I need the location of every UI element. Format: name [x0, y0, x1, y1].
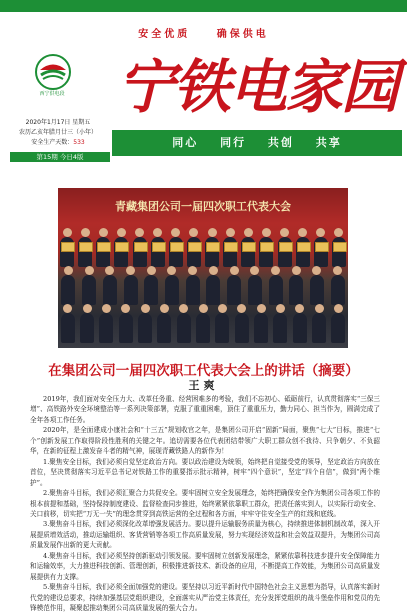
article-paragraph: 2020年，是全面建成小康社会和“十三五”规划收官之年，是集团公司开启“固新”局面，聚焦“七大”目标，推进“七个”创新发展工作取得阶段性胜利的关键之年。追切需要各位代表团结带领广大职工群众创不我待、只争朝夕、不负韶华，在新的征程上激发奋斗者的精气神，展现青藏铁路人的新作为！: [30, 426, 380, 456]
person-head: [85, 266, 94, 275]
person-body: [80, 313, 94, 343]
top-green-bar: [0, 0, 407, 12]
award-certificate: [315, 242, 329, 252]
person-head: [171, 228, 180, 237]
person-head: [298, 228, 307, 237]
award-certificate: [260, 242, 274, 252]
person-body: [157, 313, 171, 343]
person-body: [331, 275, 345, 305]
person-head: [179, 304, 188, 313]
award-certificate: [333, 242, 347, 252]
motto-2: 同行: [220, 136, 247, 149]
person-head: [237, 304, 246, 313]
person-body: [177, 313, 191, 343]
person-body: [293, 313, 307, 343]
person-head: [271, 266, 280, 275]
person-body: [235, 313, 249, 343]
safety-days: 533: [73, 139, 85, 146]
article-body: [30, 394, 380, 614]
person-head: [99, 228, 108, 237]
person-head: [257, 304, 266, 313]
person-head: [121, 304, 130, 313]
article-author: 王爽: [188, 379, 219, 392]
company-logo: [34, 53, 72, 91]
person-head: [295, 304, 304, 313]
person-head: [312, 266, 321, 275]
logo-caption: 西宁供电段: [39, 91, 65, 97]
person-head: [276, 304, 285, 313]
person-head: [262, 228, 271, 237]
person-head: [126, 266, 135, 275]
person-body: [215, 313, 229, 343]
person-head: [102, 304, 111, 313]
person-head: [141, 304, 150, 313]
masthead-title: 宁铁电家园: [116, 53, 397, 121]
slogan-left: 安全优质: [138, 29, 191, 40]
person-body: [138, 313, 152, 343]
person-head: [63, 228, 72, 237]
lunar-line: 农历乙亥年腊月廿三（小年）: [18, 129, 97, 136]
issue-badge: 第15期 今日4版: [10, 152, 110, 162]
person-head: [188, 266, 197, 275]
article-title: 在集团公司一届四次职工代表大会上的讲话（摘要）: [48, 363, 359, 379]
person-head: [63, 304, 72, 313]
person-body: [103, 275, 117, 305]
person-body: [82, 275, 96, 305]
person-head: [153, 228, 162, 237]
award-certificate: [115, 242, 129, 252]
article-paragraph: 2.聚焦奋斗目标，我们必须汇聚合力共促安全。要牢固树立安全发展理念，始终把确保安全作为集团公司各项工作的根本前提和基础，坚持保持制度建设、监督检查同步推进，始终紧紧依靠职工群众，把责任落实到人，以实际行动安全、关口前移，切实把“万无一失”的理念贯穿到高铁运营的全过程和各方面，牢牢守住安全生产的红线和底线。: [30, 489, 380, 518]
person-head: [334, 228, 343, 237]
person-head: [333, 266, 342, 275]
motto: [112, 130, 402, 156]
slogan-right: 确保供电: [216, 29, 269, 40]
person-body: [196, 313, 210, 343]
person-head: [105, 266, 114, 275]
award-certificate: [134, 242, 148, 252]
motto-1: 同心: [172, 136, 199, 149]
article-paragraph: 1.聚焦安全目标，我们必须自觉坚定政治方向。要以政治建设为统领，始终把自觉接受党的领导，坚定政治方向放在首位，坚决贯彻落实习近平总书记对铁路工作的重要指示批示精神，树牢“四个意识”，坚定“四个自信”，做到“两个维护”。: [30, 457, 380, 487]
photo-banner: 青藏集团公司一届四次职工代表大会: [115, 200, 291, 213]
person-body: [312, 313, 326, 343]
article-paragraph: 2019年，我们面对安全压力大、改革任务重、经营困难多的考验，我们不忘初心、砥砺前行，认真贯彻落实“三保三增”、高铁路外安全环境整治等一系列决策部署，克服了重重困难，顶住了重重压力，勤力同心、担当作为，圆满完成了全年各项工作任务。: [30, 395, 380, 424]
person-head: [135, 228, 144, 237]
person-body: [310, 275, 324, 305]
award-certificate: [297, 242, 311, 252]
person-body: [61, 313, 75, 343]
person-body: [144, 275, 158, 305]
award-certificate: [242, 242, 256, 252]
person-head: [160, 304, 169, 313]
motto-bar: [112, 130, 402, 156]
award-certificate: [279, 242, 293, 252]
person-head: [230, 266, 239, 275]
person-head: [315, 304, 324, 313]
person-head: [64, 266, 73, 275]
person-head: [81, 228, 90, 237]
person-head: [167, 266, 176, 275]
motto-3: 共创: [267, 136, 294, 149]
person-body: [99, 313, 113, 343]
person-body: [254, 313, 268, 343]
person-body: [331, 313, 345, 343]
person-head: [250, 266, 259, 275]
award-certificate: [79, 242, 93, 252]
person-body: [206, 275, 220, 305]
person-head: [292, 266, 301, 275]
award-certificate: [97, 242, 111, 252]
award-certificate: [61, 242, 75, 252]
award-certificate: [206, 242, 220, 252]
award-certificate: [188, 242, 202, 252]
safety-line: [8, 138, 108, 148]
article-paragraph: 3.聚焦奋斗目标，我们必须深化改革增强发展活力。要以提升运输服务质量为核心，持续推进体制机制改革，深入开展提质增效活动，推动运输组织、客货营销等各项工作高质量发展，努力实现经济效益和社会效益双提升，为集团公司高质量发展作出新的更大贡献。: [30, 520, 380, 550]
person-head: [209, 266, 218, 275]
person-head: [189, 228, 198, 237]
person-body: [227, 275, 241, 305]
person-head: [244, 228, 253, 237]
person-body: [289, 275, 303, 305]
person-body: [273, 313, 287, 343]
slogan-line: [0, 25, 407, 40]
masthead: [112, 48, 402, 126]
person-body: [248, 275, 262, 305]
person-head: [147, 266, 156, 275]
safety-label: 安全生产天数：: [31, 139, 74, 146]
person-head: [83, 304, 92, 313]
person-head: [208, 228, 217, 237]
person-body: [124, 275, 138, 305]
person-body: [165, 275, 179, 305]
person-body: [61, 275, 75, 305]
person-body: [119, 313, 133, 343]
person-head: [199, 304, 208, 313]
motto-4: 共享: [315, 136, 342, 149]
person-head: [117, 228, 126, 237]
award-certificate: [224, 242, 238, 252]
person-body: [186, 275, 200, 305]
conference-photo: [58, 188, 348, 348]
article-paragraph: 5.聚焦奋斗目标，我们必须全面加强党的建设。要坚持以习近平新时代中国特色社会主义思想为指导，认真落实新时代党的建设总要求，持续加强基层党组织建设，全面落实从严治党主体责任，充分发挥党组织的战斗堡垒作用和党员的先锋模范作用，凝聚起推动集团公司高质量发展的强大合力。: [30, 583, 380, 613]
article-paragraph: 4.聚焦奋斗目标，我们必须坚持创新驱动引领发展。要牢固树立创新发展理念，紧紧依靠科技进步提升安全保障能力和运输效率，大力推进科技创新、管理创新，积极推进新技术、新设备的应用，不断提高工作效能，为集团公司高质量发展提供有力支撑。: [30, 551, 380, 581]
person-head: [226, 228, 235, 237]
issue-info: [8, 118, 108, 148]
award-certificate: [170, 242, 184, 252]
award-certificate: [152, 242, 166, 252]
person-head: [280, 228, 289, 237]
person-body: [269, 275, 283, 305]
person-head: [218, 304, 227, 313]
person-head: [316, 228, 325, 237]
person-head: [334, 304, 343, 313]
date-line: 2020年1月17日 星期五: [25, 119, 91, 126]
